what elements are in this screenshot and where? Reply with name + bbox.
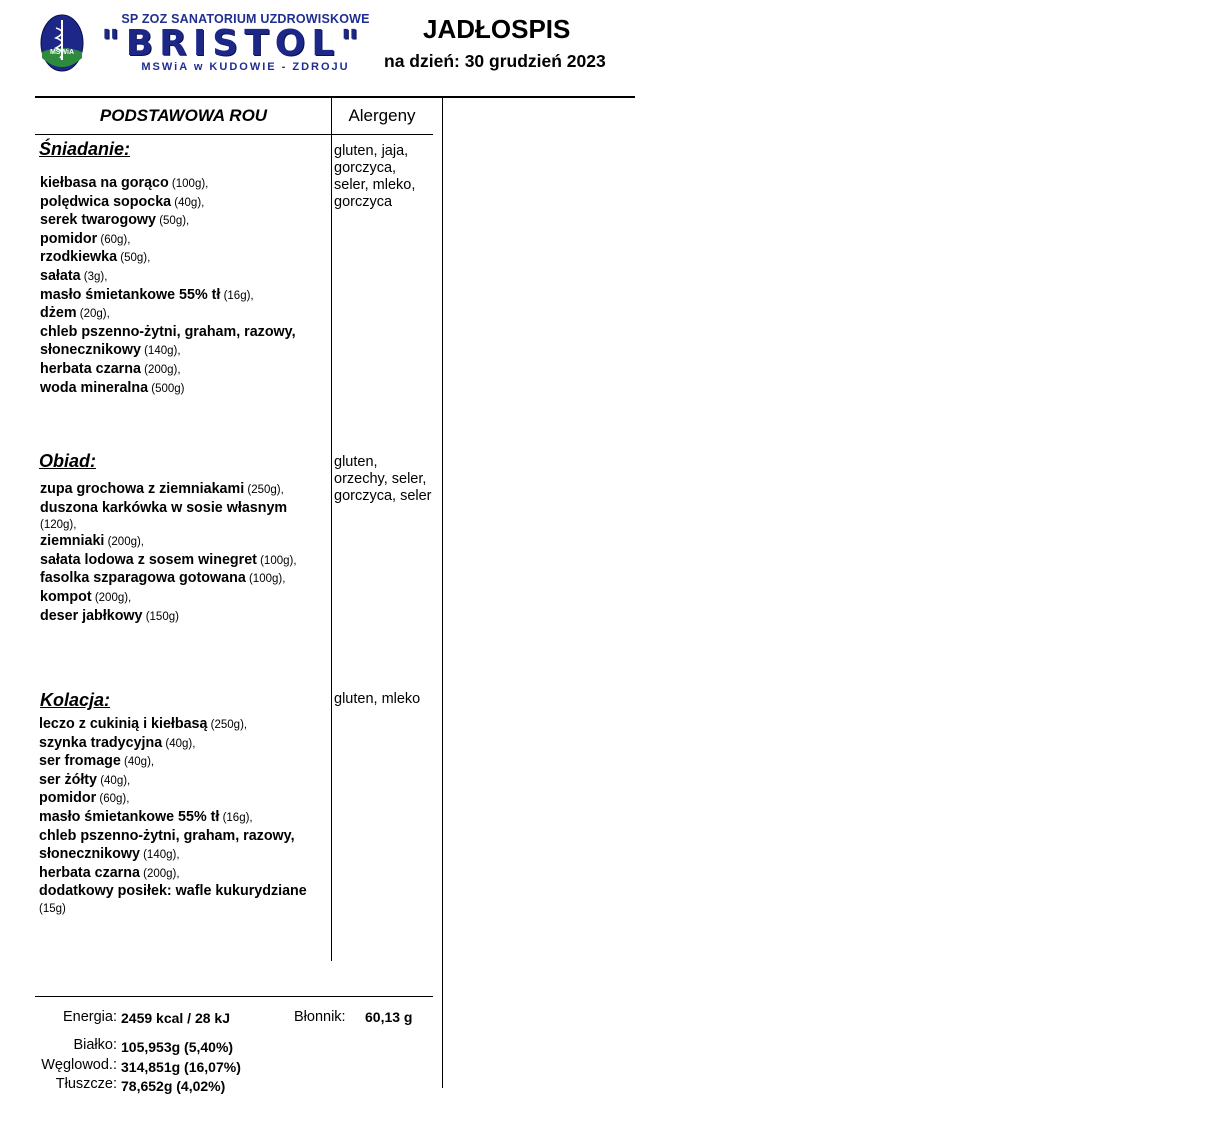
- logo-brand-text: "BRISTOL": [100, 23, 366, 64]
- menu-item-name: woda mineralna: [40, 379, 149, 396]
- menu-item-amount: (16g),: [220, 289, 254, 302]
- menu-item-amount: (200g),: [91, 591, 132, 604]
- menu-item-name: masło śmietankowe 55% tł: [39, 808, 220, 825]
- menu-item-name: zupa grochowa z ziemniakami: [40, 481, 245, 497]
- diet-column-header: PODSTAWOWA ROU: [99, 106, 268, 125]
- menu-item-amount: (140g),: [140, 345, 181, 358]
- menu-item-name: polędwica sopocka: [40, 193, 172, 210]
- menu-item: [39, 790, 307, 809]
- menu-item-name: dżem: [40, 305, 77, 322]
- dinner-allergens: gluten, mleko: [334, 691, 421, 707]
- lunch-items: [40, 481, 297, 626]
- menu-item-name: pomidor: [40, 230, 98, 247]
- mswia-seal-icon: [40, 14, 84, 72]
- menu-item-name: deser jabłkowy: [40, 607, 143, 624]
- menu-item: [40, 305, 296, 324]
- menu-item-name: sałata: [40, 267, 81, 284]
- column-divider: [331, 98, 332, 961]
- menu-item-name: ser fromage: [39, 753, 121, 770]
- menu-item: [39, 883, 307, 917]
- energy-label: Energia:: [62, 1009, 117, 1025]
- menu-item-amount: (120g),: [40, 519, 77, 532]
- menu-item-name: herbata czarna: [39, 864, 140, 881]
- carbs-label: Węglowod.:: [41, 1057, 117, 1073]
- document-date: na dzień: 30 grudzień 2023: [384, 51, 606, 71]
- menu-item-amount: (15g): [39, 902, 66, 915]
- header-rule: [35, 96, 635, 98]
- document-title: JADŁOSPIS: [423, 14, 571, 44]
- menu-item-amount: (500g): [148, 382, 185, 395]
- menu-item: [40, 481, 297, 500]
- menu-item: [40, 342, 296, 361]
- menu-item: [40, 570, 297, 589]
- menu-item-amount: (50g),: [156, 215, 190, 228]
- menu-item-name: ser żółty: [39, 771, 98, 788]
- menu-item-amount: (150g): [142, 610, 179, 623]
- menu-item: [40, 249, 296, 268]
- menu-item-amount: (100g),: [245, 573, 286, 586]
- menu-item-amount: (200g),: [140, 363, 181, 376]
- allergens-column-header: Alergeny: [348, 106, 416, 125]
- menu-item-amount: (60g),: [96, 793, 130, 806]
- protein-label: Białko:: [73, 1037, 117, 1053]
- dinner-items: [39, 716, 307, 917]
- menu-item: [40, 361, 296, 380]
- menu-item-amount: (250g),: [207, 719, 248, 731]
- menu-item: [40, 552, 297, 571]
- menu-item-amount: (40g),: [120, 756, 155, 769]
- menu-item: [39, 735, 307, 754]
- menu-item-amount: (50g),: [117, 252, 151, 265]
- menu-item: [40, 608, 297, 627]
- menu-item-name: kompot: [40, 588, 92, 605]
- menu-item: [39, 809, 307, 828]
- energy-value: 2459 kcal / 28 kJ: [121, 1010, 230, 1026]
- menu-item-name: masło śmietankowe 55% tł: [40, 286, 221, 303]
- menu-item-name: słonecznikowy: [40, 342, 141, 359]
- menu-item: [39, 716, 307, 735]
- sanatorium-logo: [38, 12, 378, 76]
- menu-item-amount: (20g),: [76, 308, 110, 321]
- fiber-label: Błonnik:: [294, 1009, 346, 1025]
- breakfast-items: [40, 175, 296, 398]
- breakfast-title: Śniadanie:: [39, 139, 131, 159]
- fat-value: 78,652g (4,02%): [121, 1078, 226, 1094]
- menu-item: [40, 175, 296, 194]
- menu-item: [40, 533, 297, 552]
- menu-item-name: duszona karkówka w sosie własnym: [40, 499, 288, 516]
- logo-top-text: SP ZOZ SANATORIUM UZDROWISKOWE: [121, 12, 370, 26]
- menu-item-amount: (40g),: [97, 774, 131, 787]
- menu-item-amount: (100g),: [168, 178, 209, 190]
- menu-item-name: chleb pszenno-żytni, graham, razowy,: [40, 323, 296, 340]
- dinner-title: Kolacja:: [40, 690, 111, 710]
- menu-item: [40, 500, 297, 534]
- menu-item-name: fasolka szparagowa gotowana: [40, 570, 246, 587]
- menu-item-name: pomidor: [39, 790, 97, 807]
- menu-item: [40, 268, 296, 287]
- menu-item: [40, 231, 296, 250]
- menu-item: [39, 865, 307, 884]
- menu-item: [40, 380, 296, 399]
- menu-item: [40, 212, 296, 231]
- lunch-allergens: gluten, orzechy, seler, gorczyca, seler: [334, 454, 432, 504]
- menu-item-amount: (40g),: [171, 196, 205, 209]
- menu-item-name: rzodkiewka: [40, 249, 118, 266]
- menu-item-amount: (140g),: [139, 849, 180, 862]
- menu-item-amount: (3g),: [80, 270, 108, 283]
- carbs-value: 314,851g (16,07%): [121, 1059, 241, 1075]
- menu-item-amount: (16g),: [219, 811, 253, 824]
- menu-item-name: herbata czarna: [40, 360, 141, 377]
- nutrition-rule: [35, 996, 433, 997]
- menu-item-name: ziemniaki: [40, 533, 105, 550]
- fat-label: Tłuszcze:: [55, 1076, 117, 1092]
- menu-item: [39, 828, 307, 847]
- menu-item-name: sałata lodowa z sosem winegret: [40, 551, 257, 568]
- menu-item-amount: (40g),: [162, 737, 196, 750]
- menu-item: [39, 846, 307, 865]
- table-right-border: [442, 98, 443, 1088]
- lunch-title: Obiad:: [39, 451, 96, 471]
- seal-text: MSWiA: [49, 49, 75, 56]
- protein-value: 105,953g (5,40%): [121, 1039, 234, 1055]
- menu-item-name: chleb pszenno-żytni, graham, razowy,: [39, 827, 295, 844]
- menu-item-name: serek twarogowy: [40, 212, 157, 229]
- breakfast-allergens: gluten, jaja, gorczyca, seler, mleko, gorczyca: [334, 143, 416, 210]
- menu-item: [39, 772, 307, 791]
- menu-item-name: słonecznikowy: [39, 846, 140, 863]
- menu-item-name: kiełbasa na gorąco: [40, 175, 169, 191]
- menu-item-amount: (200g),: [139, 867, 180, 880]
- menu-item-name: szynka tradycyjna: [39, 734, 163, 751]
- logo-sub-text: MSWiA w KUDOWIE - ZDROJU: [141, 61, 350, 73]
- menu-item-amount: (60g),: [97, 233, 131, 246]
- menu-item-amount: (100g),: [256, 554, 297, 567]
- menu-item-name: leczo z cukinią i kiełbasą: [39, 716, 208, 732]
- fiber-value: 60,13 g: [365, 1009, 413, 1025]
- menu-item-amount: (250g),: [244, 484, 284, 496]
- menu-item-amount: (200g),: [104, 536, 145, 549]
- menu-item: [39, 753, 307, 772]
- column-header-rule: [35, 134, 433, 135]
- menu-item-name: dodatkowy posiłek: wafle kukurydziane: [39, 883, 307, 900]
- menu-item: [40, 194, 296, 213]
- menu-item: [40, 589, 297, 608]
- menu-item: [40, 287, 296, 306]
- menu-item: [40, 324, 296, 343]
